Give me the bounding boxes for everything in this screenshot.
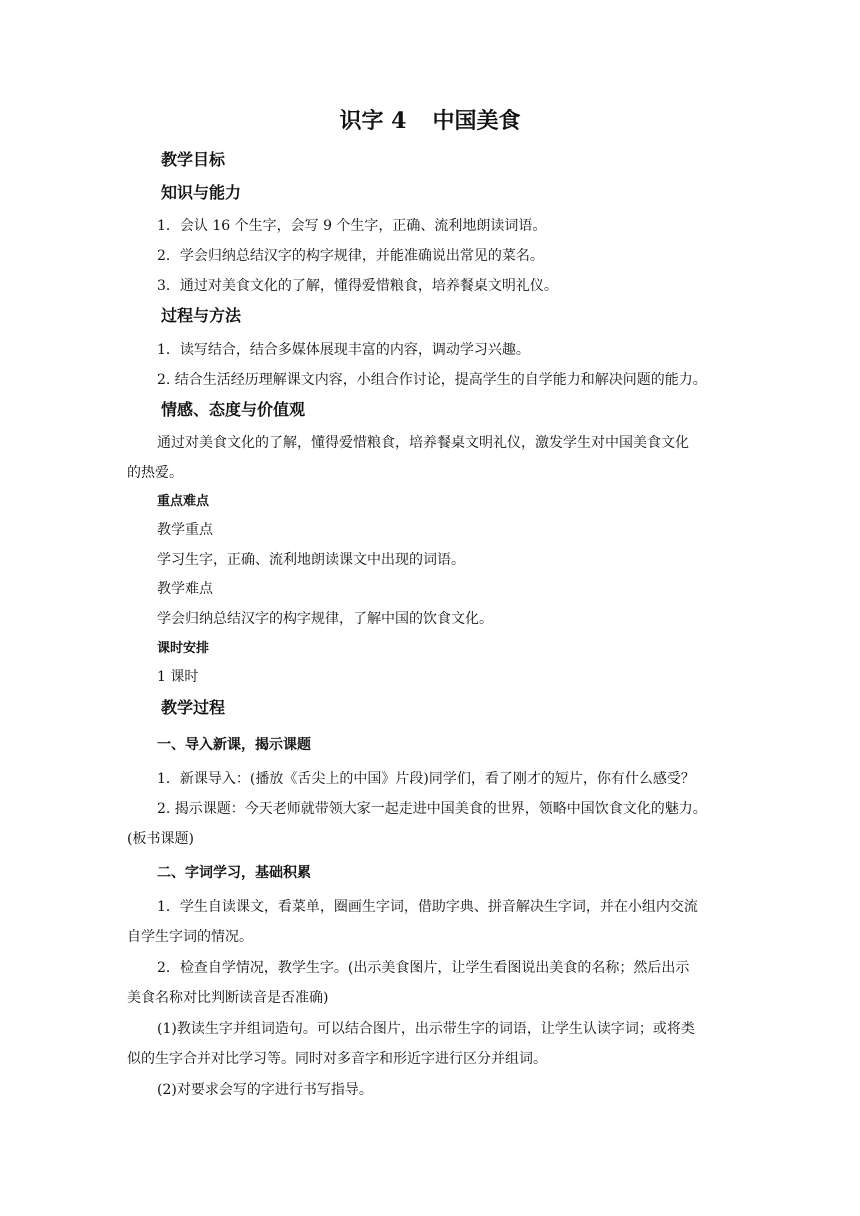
part2-heading: 二、字词学习，基础积累	[157, 865, 311, 881]
part1-line-3: (板书课题)	[127, 831, 194, 847]
knowledge-item-1: 1．会认 16 个生字，会写 9 个生字，正确、流利地朗读词语。	[157, 218, 547, 234]
process-item-1: 1．读写结合，结合多媒体展现丰富的内容，调动学习兴趣。	[157, 342, 530, 358]
emotion-line-2: 的热爱。	[127, 465, 183, 481]
part1-line-1: 1．新课导入：(播放《舌尖上的中国》片段)同学们，看了刚才的短片，你有什么感受？	[157, 771, 695, 787]
knowledge-item-2: 2．学会归纳总结汉字的构字规律，并能准确说出常见的菜名。	[157, 248, 544, 264]
knowledge-item-3: 3．通过对美食文化的了解，懂得爱惜粮食，培养餐桌文明礼仪。	[157, 278, 558, 294]
page-title	[0, 107, 860, 135]
part2-line-7: (2)对要求会写的字进行书写指导。	[157, 1082, 373, 1098]
schedule-heading: 课时安排	[157, 641, 210, 656]
part2-line-2: 自学生字词的情况。	[127, 929, 253, 945]
difficulty-label: 教学难点	[157, 581, 213, 597]
emotion-line-1: 通过对美食文化的了解，懂得爱惜粮食，培养餐桌文明礼仪，激发学生对中国美食文化	[157, 435, 689, 451]
lesson-topic: 中国美食	[432, 108, 521, 134]
part2-line-5: (1)教读生字并组词造句。可以结合图片，出示带生字的词语，让学生认读字词；或将类	[157, 1021, 695, 1037]
schedule-text: 1 课时	[157, 669, 199, 685]
objectives-heading: 教学目标	[161, 150, 226, 169]
lesson-number: 识字 4	[339, 108, 407, 134]
part2-line-4: 美食名称对比判断读音是否准确)	[127, 990, 329, 1006]
part1-line-2: 2. 揭示课题：今天老师就带领大家一起走进中国美食的世界，领略中国饮食文化的魅力。	[157, 801, 707, 817]
key-points-heading: 重点难点	[157, 494, 210, 509]
part2-line-3: 2．检查自学情况，教学生字。(出示美食图片，让学生看图说出美食的名称；然后出示	[157, 960, 690, 976]
teaching-process-heading: 教学过程	[161, 698, 226, 717]
process-method-heading: 过程与方法	[161, 306, 242, 325]
part2-line-1: 1．学生自读课文，看菜单，圈画生字词，借助字典、拼音解决生字词，并在小组内交流	[157, 899, 698, 915]
focus-text: 学习生字，正确、流利地朗读课文中出现的词语。	[157, 552, 465, 568]
part2-line-6: 似的生字合并对比学习等。同时对多音字和形近字进行区分并组词。	[127, 1051, 547, 1067]
process-item-2: 2. 结合生活经历理解课文内容，小组合作讨论，提高学生的自学能力和解决问题的能力。	[157, 372, 707, 388]
focus-label: 教学重点	[157, 522, 213, 538]
part1-heading: 一、导入新课，揭示课题	[157, 737, 311, 753]
difficulty-text: 学会归纳总结汉字的构字规律，了解中国的饮食文化。	[157, 611, 493, 627]
knowledge-heading: 知识与能力	[161, 183, 242, 202]
emotion-heading: 情感、态度与价值观	[161, 400, 306, 419]
